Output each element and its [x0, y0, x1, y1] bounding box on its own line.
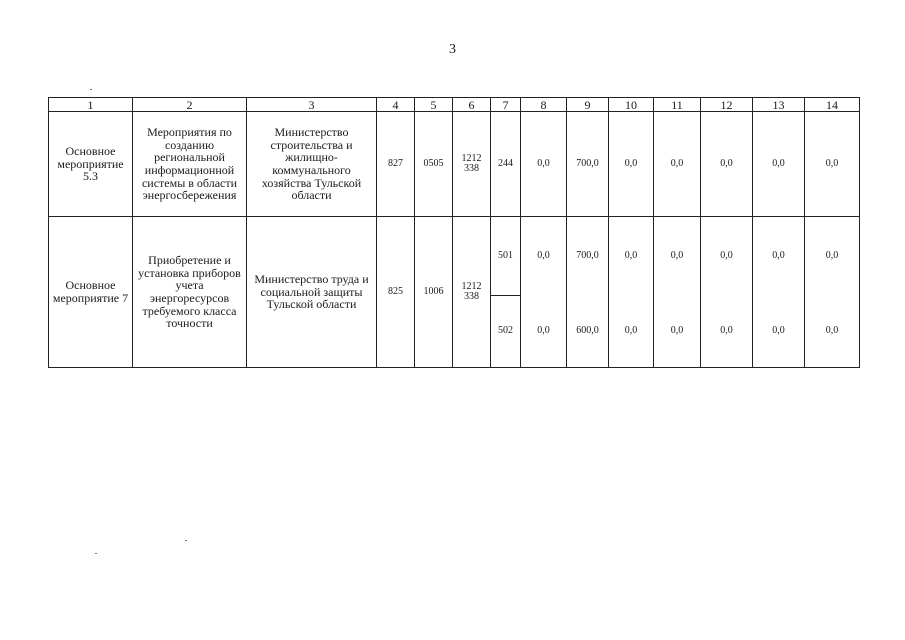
- header-row: [49, 98, 860, 112]
- value-cell: 0,0: [521, 112, 567, 217]
- value-cell: 0,0: [701, 112, 753, 217]
- code-cell: 244: [491, 112, 521, 217]
- page-number: 3: [449, 42, 456, 57]
- header-cell: 2: [133, 98, 247, 112]
- value-cell: 600,0: [567, 296, 609, 368]
- value-cell: 0,0: [701, 296, 753, 368]
- value-cell: 0,0: [521, 217, 567, 296]
- code-cell: 1006: [415, 217, 453, 368]
- header-cell: 3: [247, 98, 377, 112]
- budget-table: [48, 97, 860, 368]
- table-row: [49, 217, 860, 296]
- value-cell: 0,0: [805, 217, 860, 296]
- value-cell: 0,0: [805, 296, 860, 368]
- value-cell: 700,0: [567, 217, 609, 296]
- value-cell: 0,0: [701, 217, 753, 296]
- code-cell: 501: [491, 217, 521, 296]
- header-cell: 7: [491, 98, 521, 112]
- responsible-ministry-cell: Министерство труда и социальной защиты Тульской области: [247, 217, 377, 368]
- value-cell: 0,0: [521, 296, 567, 368]
- code-cell: 1212 338: [453, 112, 491, 217]
- header-cell: 5: [415, 98, 453, 112]
- code-cell: 825: [377, 217, 415, 368]
- header-cell: 8: [521, 98, 567, 112]
- value-cell: 0,0: [753, 112, 805, 217]
- header-cell: 11: [654, 98, 701, 112]
- code-cell: 502: [491, 296, 521, 368]
- value-cell: 0,0: [654, 112, 701, 217]
- scan-speck: [90, 89, 92, 90]
- value-cell: 0,0: [609, 112, 654, 217]
- header-cell: 12: [701, 98, 753, 112]
- value-cell: 0,0: [609, 217, 654, 296]
- header-cell: 9: [567, 98, 609, 112]
- code-cell: 827: [377, 112, 415, 217]
- responsible-ministry-cell: Министерство строительства и жилищно-коммунального хозяйства Тульской области: [247, 112, 377, 217]
- measure-description-cell: Приобретение и установка приборов учета энергоресурсов требуемого класса точности: [133, 217, 247, 368]
- header-cell: 14: [805, 98, 860, 112]
- value-cell: 0,0: [805, 112, 860, 217]
- scan-speck: [95, 553, 97, 554]
- measure-description-cell: Мероприятия по созданию региональной информационной системы в области энергосбережения: [133, 112, 247, 217]
- code-cell: 1212 338: [453, 217, 491, 368]
- value-cell: 0,0: [609, 296, 654, 368]
- header-cell: 13: [753, 98, 805, 112]
- measure-name-cell: Основное мероприятие 7: [49, 217, 133, 368]
- table-row: [49, 112, 860, 217]
- value-cell: 0,0: [753, 217, 805, 296]
- header-cell: 1: [49, 98, 133, 112]
- value-cell: 0,0: [654, 217, 701, 296]
- header-cell: 6: [453, 98, 491, 112]
- code-cell: 0505: [415, 112, 453, 217]
- header-cell: 4: [377, 98, 415, 112]
- measure-name-cell: Основное мероприятие 5.3: [49, 112, 133, 217]
- value-cell: 700,0: [567, 112, 609, 217]
- scan-speck: [185, 540, 187, 541]
- header-cell: 10: [609, 98, 654, 112]
- value-cell: 0,0: [753, 296, 805, 368]
- value-cell: 0,0: [654, 296, 701, 368]
